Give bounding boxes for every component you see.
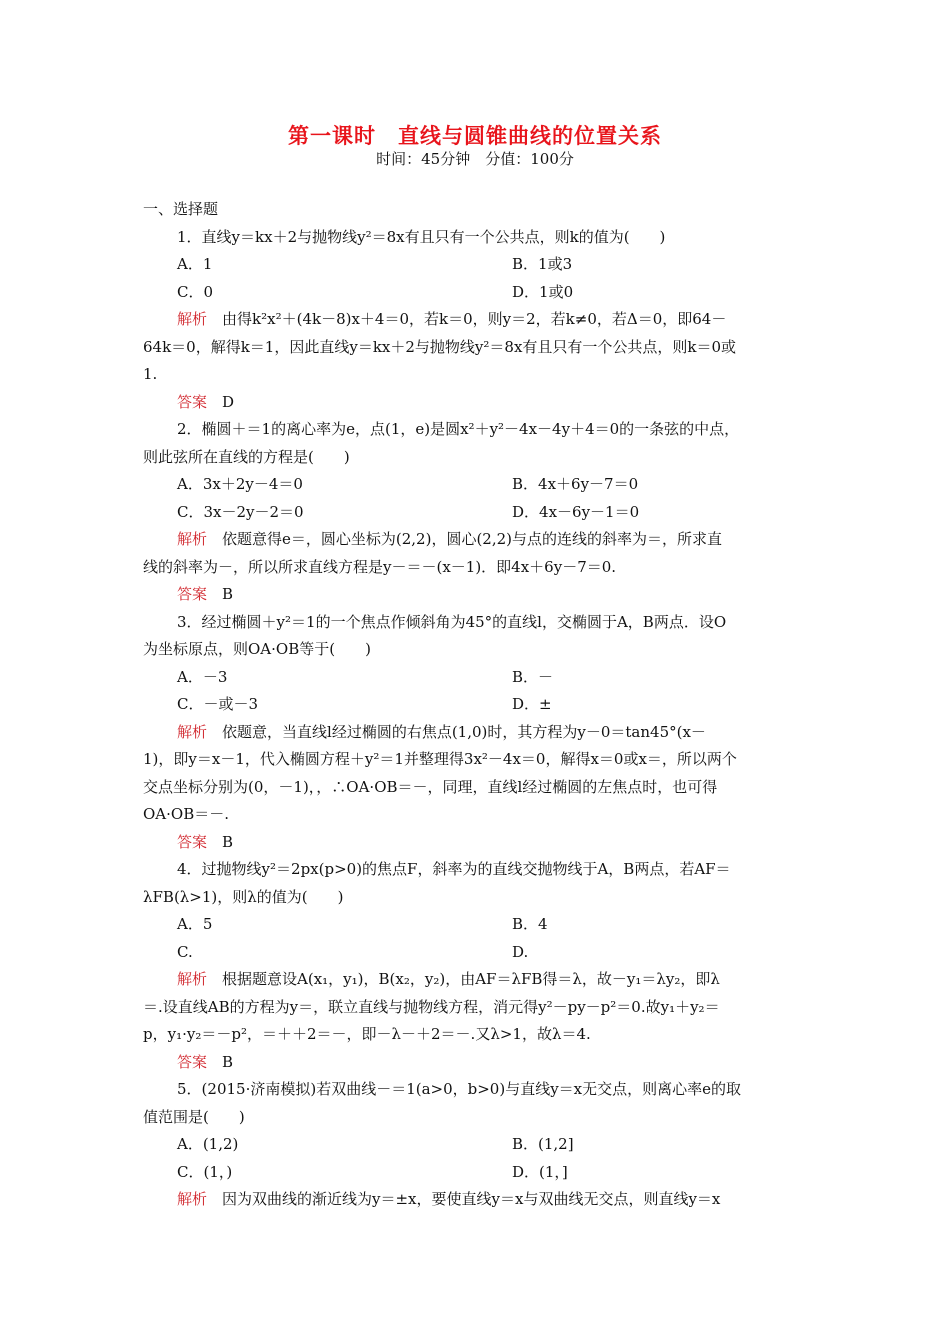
question-3-answer <box>143 829 809 857</box>
option-a: A．5 <box>177 915 213 933</box>
question-2-stem: 2．椭圆＋＝1的离心率为e，点(1，e)是圆x²＋y²－4x－4y＋4＝0的一条弦的中点， <box>177 420 740 438</box>
answer-label: 答案 <box>177 832 208 851</box>
analysis-label: 解析 <box>177 1190 208 1208</box>
question-1-analysis <box>143 306 809 334</box>
time-score-info: 时间：45分钟 分值：100分 <box>376 150 574 168</box>
question-2-options-cd <box>143 499 809 527</box>
answer-label: 答案 <box>177 585 208 603</box>
option-a: A．3x＋2y－4＝0 <box>177 475 303 493</box>
question-3-stem-cont: 为坐标原点，则OA·OB等于( ) <box>143 640 371 658</box>
answer-value: B <box>207 585 234 603</box>
question-4-options-ab <box>143 911 809 939</box>
option-b: B．－ <box>512 667 554 686</box>
question-2-analysis <box>143 526 809 554</box>
analysis-label: 解析 <box>177 530 208 548</box>
analysis-label: 解析 <box>177 970 208 988</box>
option-d: D．(1，] <box>512 1162 568 1181</box>
analysis-text-line: OA·OB＝－. <box>143 805 229 823</box>
analysis-text: 根据题意设A(x₁，y₁)，B(x₂，y₂)，由AF＝λFB得＝λ，故－y₁＝λy₂，即λ <box>207 970 720 988</box>
question-3-stem: 3．经过椭圆＋y²＝1的一个焦点作倾斜角为45°的直线l，交椭圆于A，B两点．设O <box>177 612 727 631</box>
option-d: D．± <box>512 695 552 713</box>
analysis-text-line: 64k＝0，解得k＝1，因此直线y＝kx＋2与抛物线y²＝8x有且只有一个公共点，则k＝0或 <box>143 337 737 356</box>
option-d: D．4x－6y－1＝0 <box>512 502 640 521</box>
question-4-stem: 4．过抛物线y²＝2px(p>0)的焦点F，斜率为的直线交抛物线于A，B两点，若AF＝ <box>177 860 731 878</box>
option-b: B．4 <box>512 915 548 933</box>
question-5-stem-cont: 值范围是( ) <box>143 1107 245 1126</box>
option-c: C．－或－3 <box>177 695 259 713</box>
option-b: B．4x＋6y－7＝0 <box>512 475 639 493</box>
answer-label: 答案 <box>177 1052 208 1071</box>
question-4-stem-cont: λFB(λ>1)，则λ的值为( ) <box>143 887 344 906</box>
analysis-text: 由得k²x²＋(4k－8)x＋4＝0，若k＝0，则y＝2，若k≠0，若Δ＝0，即64－ <box>207 310 727 328</box>
analysis-text-line: p，y₁·y₂＝－p²，＝＋＋2＝－，即－λ－＋2＝－.又λ>1，故λ＝4. <box>143 1025 591 1043</box>
option-b: B．1或3 <box>512 255 573 273</box>
option-a: A．(1,2) <box>177 1135 239 1153</box>
page-title: 第一课时 直线与圆锥曲线的位置关系 <box>288 124 662 148</box>
analysis-text-line: 1. <box>143 365 158 383</box>
answer-value: D <box>207 392 235 411</box>
question-5-stem: 5．(2015·济南模拟)若双曲线－＝1(a>0，b>0)与直线y＝x无交点，则离心率e的取 <box>177 1080 742 1098</box>
option-c: C．0 <box>177 282 214 301</box>
question-4-options-cd <box>143 939 809 967</box>
question-3-options-ab <box>143 664 809 692</box>
analysis-text-line: 交点坐标分别为(0，－1)，，∴OA·OB＝－，同理，直线l经过椭圆的左焦点时，也可得 <box>143 777 718 796</box>
analysis-text-line: ＝.设直线AB的方程为y＝，联立直线与抛物线方程，消元得y²－py－p²＝0.故y₁＋y₂＝ <box>143 997 720 1016</box>
question-2-answer <box>143 581 809 609</box>
analysis-text: 依题意得e＝，圆心坐标为(2,2)，圆心(2,2)与点的连线的斜率为＝，所求直 <box>207 530 723 548</box>
section-heading: 一、选择题 <box>143 200 219 218</box>
question-5-options-cd <box>143 1159 809 1187</box>
analysis-text: 依题意，当直线l经过椭圆的右焦点(1,0)时，其方程为y－0＝tan45°(x－ <box>207 722 706 741</box>
analysis-text: 因为双曲线的渐近线为y＝±x，要使直线y＝x与双曲线无交点，则直线y＝x <box>207 1190 721 1208</box>
answer-label: 答案 <box>177 392 208 411</box>
answer-value: B <box>207 832 234 851</box>
question-4-analysis <box>143 966 809 994</box>
option-c: C. <box>177 942 193 961</box>
question-4-answer <box>143 1049 809 1077</box>
analysis-text-line: 1)，即y＝x－1，代入椭圆方程＋y²＝1并整理得3x²－4x＝0，解得x＝0或x＝，所以两个 <box>143 750 737 768</box>
question-3-analysis <box>143 719 809 747</box>
option-a: A．1 <box>177 255 213 273</box>
question-2-options-ab <box>143 471 809 499</box>
option-a: A．－3 <box>177 667 228 686</box>
analysis-label: 解析 <box>177 722 208 741</box>
question-1-answer <box>143 389 809 417</box>
option-d: D. <box>512 942 529 961</box>
answer-value: B <box>207 1052 234 1071</box>
question-5-options-ab <box>143 1131 809 1159</box>
question-1-options-cd <box>143 279 809 307</box>
option-d: D．1或0 <box>512 282 574 301</box>
question-5-analysis <box>143 1186 809 1214</box>
question-1-options-ab <box>143 251 809 279</box>
question-3-options-cd <box>143 691 809 719</box>
question-1-stem: 1．直线y＝kx＋2与抛物线y²＝8x有且只有一个公共点，则k的值为( ) <box>177 227 666 246</box>
option-c: C．(1，) <box>177 1162 233 1181</box>
analysis-text-line: 线的斜率为－，所以所求直线方程是y－＝－(x－1)．即4x＋6y－7＝0. <box>143 557 617 576</box>
question-2-stem-cont: 则此弦所在直线的方程是( ) <box>143 447 350 466</box>
option-c: C．3x－2y－2＝0 <box>177 502 304 521</box>
analysis-label: 解析 <box>177 310 208 328</box>
question-content <box>143 196 809 1214</box>
option-b: B．(1,2] <box>512 1135 574 1153</box>
